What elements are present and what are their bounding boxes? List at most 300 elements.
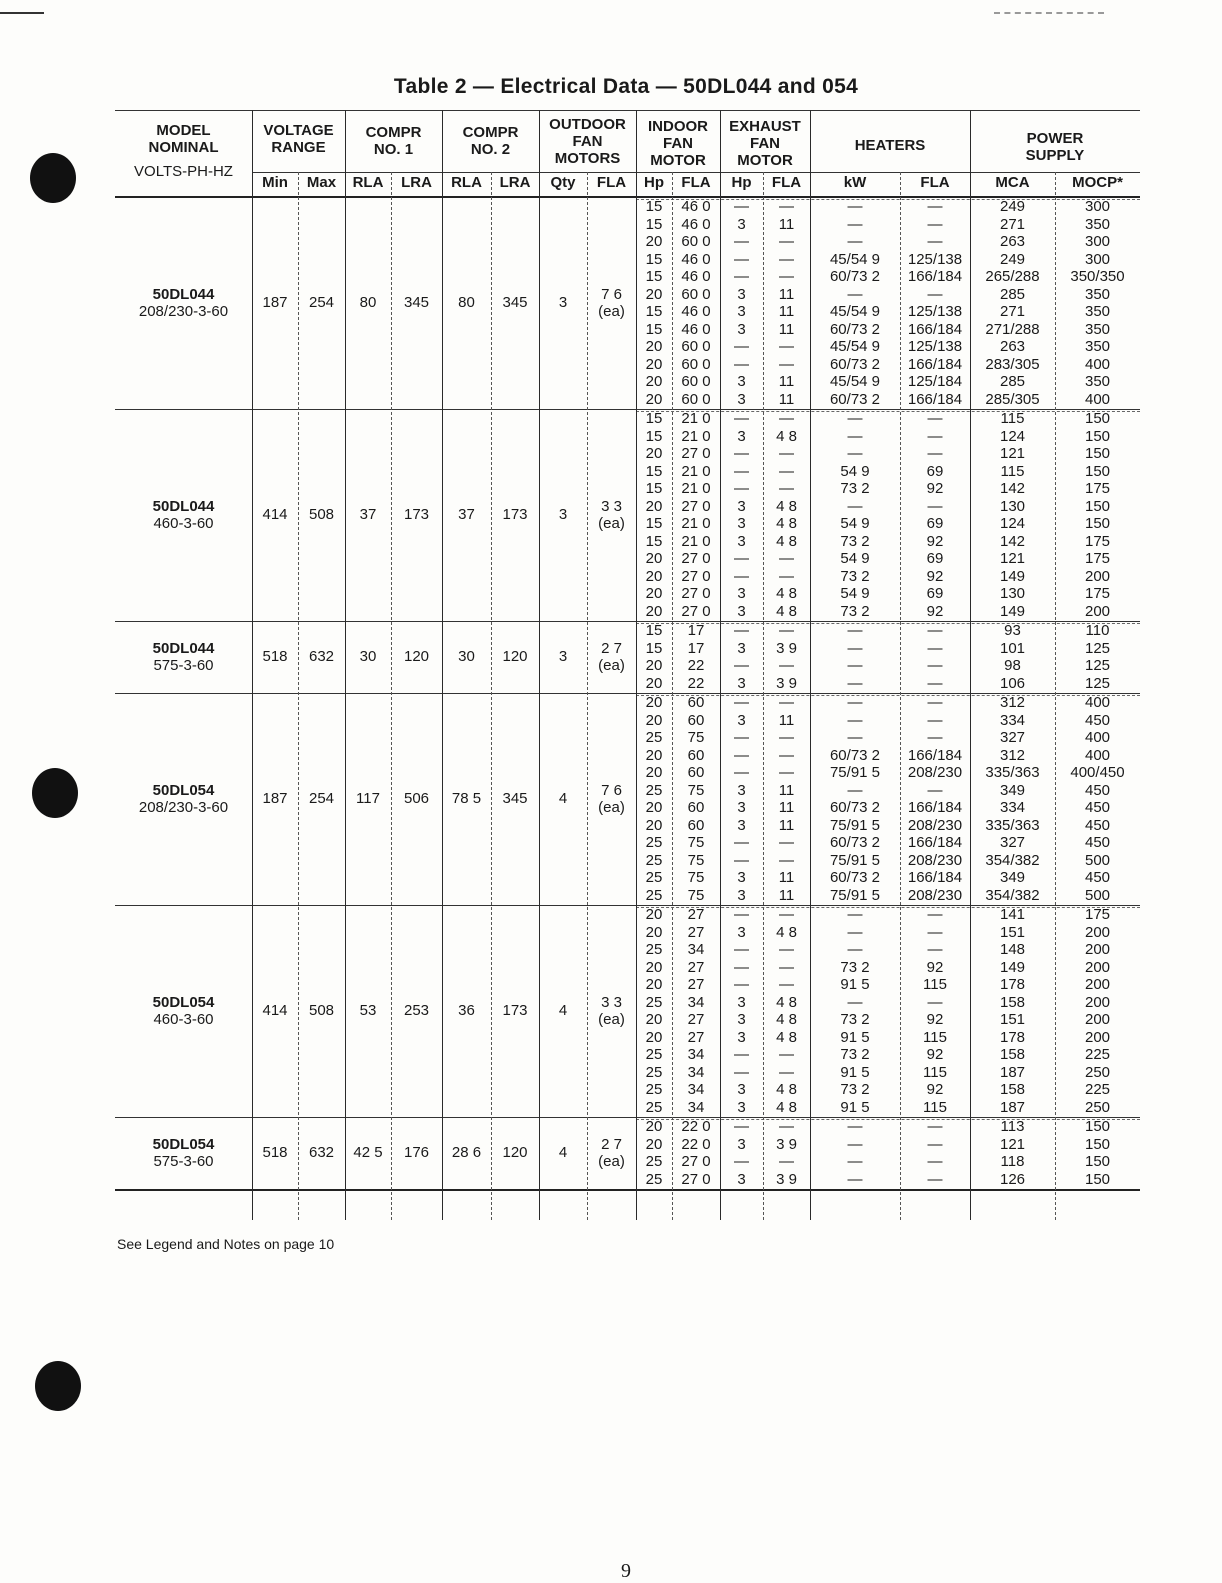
group-value-qty: 4: [558, 1002, 568, 1019]
table-cell: 20: [645, 373, 663, 390]
table-cell: 75/91 5: [829, 816, 881, 834]
table-cell: 73 2: [840, 480, 870, 497]
table-cell: 3: [737, 781, 746, 799]
table-row: [115, 251, 1140, 269]
table-cell: 350: [1084, 303, 1111, 320]
table-row: [115, 640, 1140, 658]
table-cell: 101: [999, 639, 1026, 657]
table-row: [115, 286, 1140, 304]
model-number: 50DL054: [152, 994, 215, 1011]
table-cell: 25: [645, 1170, 663, 1188]
table-cell: 25: [645, 1063, 663, 1081]
table-cell: 15: [645, 303, 663, 320]
group-value-c1rla: 37: [359, 506, 377, 523]
table-cell: 208/230: [907, 816, 963, 834]
table-cell: 25: [645, 1081, 663, 1098]
group-value-c1lra: 345: [403, 294, 430, 311]
table-cell: 335/363: [985, 764, 1040, 781]
punch-hole-bottom: [35, 1361, 81, 1411]
table-cell: 4 8: [776, 515, 797, 532]
table-cell: 151: [999, 923, 1026, 941]
table-cell: —: [779, 694, 794, 711]
group-value-c1lra: 120: [403, 648, 430, 665]
table-cell: —: [847, 993, 863, 1011]
table-cell: 15: [645, 410, 663, 427]
table-cell: 60 0: [681, 233, 711, 250]
table-cell: 166/184: [907, 746, 963, 764]
table-cell: —: [847, 906, 863, 923]
table-cell: 20: [645, 445, 663, 462]
table-cell: 15: [645, 622, 663, 639]
table-cell: 4 8: [776, 585, 797, 602]
table-cell: 22: [687, 657, 705, 674]
table-cell: —: [847, 657, 863, 674]
table-cell: 121: [999, 550, 1026, 567]
table-cell: 34: [687, 1046, 705, 1063]
table-cell: 3: [737, 869, 746, 886]
table-cell: 166/184: [907, 268, 963, 285]
table-cell: —: [927, 285, 943, 303]
table-cell: 27 0: [681, 550, 711, 567]
table-cell: 250: [1084, 1063, 1111, 1081]
table-cell: 400: [1084, 729, 1111, 746]
table-cell: 11: [778, 285, 795, 303]
table-row: [115, 1046, 1140, 1064]
table-cell: 15: [645, 462, 663, 480]
table-cell: 166/184: [907, 390, 963, 408]
table-row: [115, 515, 1140, 533]
compr-no1-header: COMPR NO. 1: [365, 124, 422, 158]
table-row: [115, 729, 1140, 747]
model-voltage: 208/230-3-60: [138, 799, 229, 816]
table-cell: 150: [1084, 462, 1111, 480]
table-cell: 3: [737, 285, 746, 303]
table-cell: 15: [645, 515, 663, 532]
group-value-vmax: 254: [308, 790, 335, 807]
table-cell: 125: [1084, 657, 1111, 674]
table-cell: 200: [1084, 993, 1111, 1011]
table-cell: 25: [645, 869, 663, 886]
table-cell: —: [847, 285, 863, 303]
table-cell: 21 0: [681, 427, 711, 445]
column-rule: [1055, 172, 1056, 1220]
table-cell: 22: [687, 674, 705, 692]
table-cell: —: [847, 941, 863, 958]
group-value-qty: 3: [558, 294, 568, 311]
table-cell: —: [734, 410, 749, 427]
table-cell: —: [847, 729, 863, 746]
table-top-rule: [115, 110, 1140, 111]
table-cell: 27 0: [681, 602, 711, 620]
table-cell: 60/73 2: [829, 320, 881, 338]
table-cell: 166/184: [907, 834, 963, 851]
table-cell: 3: [737, 993, 746, 1011]
table-cell: 27: [687, 976, 705, 993]
table-cell: 11: [778, 799, 795, 816]
table-cell: 349: [999, 869, 1026, 886]
group-value-vmin: 518: [262, 648, 288, 665]
outdoor-fan-fla: 7 6 (ea): [598, 286, 625, 320]
table-cell: 69: [926, 462, 944, 480]
table-cell: 500: [1084, 851, 1111, 869]
table-cell: —: [734, 851, 749, 869]
table-cell: 175: [1084, 532, 1111, 550]
table-cell: 34: [687, 1098, 705, 1116]
table-cell: —: [779, 355, 794, 373]
table-cell: 350: [1084, 320, 1111, 338]
table-row: [115, 338, 1140, 356]
table-cell: —: [847, 215, 863, 233]
table-row: [115, 550, 1140, 568]
group-top-rule: [636, 907, 1140, 908]
table-row: [115, 233, 1140, 251]
table-cell: 60: [687, 816, 705, 834]
group-value-c1lra: 176: [403, 1144, 430, 1161]
table-cell: 69: [926, 515, 944, 532]
table-cell: 75/91 5: [829, 851, 881, 869]
model-voltage: 460-3-60: [153, 515, 214, 532]
table-cell: 3: [737, 303, 746, 320]
table-cell: 150: [1084, 1135, 1111, 1153]
table-cell: —: [927, 1135, 943, 1153]
table-cell: —: [927, 729, 943, 746]
table-cell: 25: [645, 729, 663, 746]
table-cell: 73 2: [840, 1081, 870, 1098]
table-cell: 312: [999, 746, 1026, 764]
group-value-c2rla: 28 6: [451, 1144, 482, 1161]
table-row: [115, 1064, 1140, 1082]
table-cell: 25: [645, 886, 663, 904]
table-cell: 20: [645, 550, 663, 567]
table-cell: 166/184: [907, 869, 963, 886]
table-cell: —: [779, 550, 794, 567]
table-cell: 45/54 9: [829, 303, 881, 320]
table-cell: —: [927, 1118, 943, 1135]
table-cell: 4 8: [776, 1028, 797, 1046]
table-cell: 20: [645, 1118, 663, 1135]
table-row: [115, 198, 1140, 216]
table-row: [115, 1029, 1140, 1047]
table-cell: 25: [645, 1098, 663, 1116]
group-value-c2rla: 36: [458, 1002, 475, 1019]
table-cell: 11: [778, 215, 795, 233]
table-cell: —: [847, 233, 863, 250]
table-cell: —: [779, 906, 794, 923]
table-cell: 3 9: [776, 1135, 797, 1153]
table-cell: 225: [1084, 1081, 1111, 1098]
table-cell: 45/54 9: [829, 373, 881, 390]
table-cell: 60 0: [681, 373, 711, 390]
group-value-c1lra: 173: [403, 506, 430, 523]
outdoor-fan-fla: 3 3 (ea): [598, 994, 625, 1028]
group-value-c2lra: 120: [502, 648, 528, 665]
table-cell: 92: [926, 602, 944, 620]
table-cell: —: [927, 674, 943, 692]
table-cell: 130: [999, 585, 1026, 602]
subheader-cell: Qty: [550, 174, 576, 191]
table-cell: 60/73 2: [829, 869, 881, 886]
table-cell: 27: [687, 958, 705, 976]
table-cell: 300: [1084, 198, 1111, 215]
group-top-rule: [636, 411, 1140, 412]
table-cell: 500: [1084, 886, 1111, 904]
voltage-range-header: VOLTAGE RANGE: [263, 122, 334, 156]
table-cell: 208/230: [907, 886, 963, 904]
table-cell: —: [734, 1153, 749, 1170]
table-cell: 73 2: [840, 958, 870, 976]
table-cell: 20: [645, 976, 663, 993]
table-cell: —: [734, 550, 749, 567]
table-row: [115, 216, 1140, 234]
table-cell: —: [779, 657, 794, 674]
table-cell: 285: [999, 285, 1026, 303]
table-cell: 60 0: [681, 338, 711, 355]
table-cell: —: [734, 729, 749, 746]
table-cell: 20: [645, 906, 663, 923]
table-cell: 60/73 2: [829, 834, 881, 851]
table-cell: 349: [999, 781, 1026, 799]
table-cell: 60/73 2: [829, 799, 881, 816]
table-cell: —: [779, 1063, 794, 1081]
table-cell: 20: [645, 497, 663, 515]
table-cell: —: [847, 622, 863, 639]
table-cell: 3: [737, 602, 746, 620]
table-cell: 20: [645, 764, 663, 781]
table-cell: 20: [645, 233, 663, 250]
table-cell: 4 8: [776, 532, 797, 550]
scan-rule-mark: [0, 12, 44, 14]
table-cell: 69: [926, 585, 944, 602]
table-cell: 141: [999, 906, 1026, 923]
table-cell: 175: [1084, 480, 1111, 497]
table-cell: 354/382: [985, 886, 1040, 904]
table-cell: 312: [999, 694, 1026, 711]
table-cell: —: [847, 497, 863, 515]
table-cell: 263: [999, 233, 1026, 250]
table-row: [115, 1153, 1140, 1171]
table-cell: —: [847, 781, 863, 799]
table-cell: 27: [687, 1011, 705, 1028]
table-cell: 124: [999, 427, 1026, 445]
outdoor-fan-motors-header: OUTDOOR FAN MOTORS: [549, 116, 626, 167]
group-value-qty: 4: [558, 1144, 568, 1161]
table-cell: 34: [687, 941, 705, 958]
table-cell: —: [927, 410, 943, 427]
table-cell: —: [927, 445, 943, 462]
table-cell: 400/450: [1070, 764, 1125, 781]
group-value-c2lra: 345: [502, 790, 528, 807]
model-number: 50DL044: [152, 286, 215, 303]
table-cell: —: [734, 338, 749, 355]
table-cell: 151: [999, 1011, 1026, 1028]
table-cell: —: [734, 198, 749, 215]
table-cell: —: [779, 622, 794, 639]
table-cell: 200: [1084, 567, 1111, 585]
column-rule: [672, 172, 673, 1220]
table-cell: 150: [1084, 497, 1111, 515]
column-rule: [763, 172, 764, 1220]
table-cell: 3: [737, 515, 746, 532]
table-cell: 3: [737, 1098, 746, 1116]
table-cell: 60: [687, 711, 705, 729]
table-cell: 285/305: [985, 390, 1040, 408]
table-cell: 450: [1084, 711, 1111, 729]
table-cell: 400: [1084, 355, 1111, 373]
table-cell: 334: [999, 799, 1026, 816]
group-value-c1rla: 117: [356, 790, 380, 807]
table-cell: —: [779, 338, 794, 355]
table-cell: 20: [645, 694, 663, 711]
table-cell: —: [779, 233, 794, 250]
table-cell: 200: [1084, 923, 1111, 941]
table-row: [115, 356, 1140, 374]
table-cell: 400: [1084, 390, 1111, 408]
group-value-qty: 3: [558, 648, 568, 665]
table-cell: 265/288: [985, 268, 1040, 285]
table-cell: 75/91 5: [829, 886, 881, 904]
table-cell: 166/184: [907, 799, 963, 816]
table-cell: —: [734, 480, 749, 497]
table-cell: —: [779, 729, 794, 746]
column-rule: [442, 110, 443, 1220]
table-row: [115, 391, 1140, 409]
table-cell: —: [927, 941, 943, 958]
table-cell: —: [734, 834, 749, 851]
table-cell: 75: [687, 886, 705, 904]
table-cell: 121: [999, 445, 1026, 462]
table-cell: 75: [687, 834, 705, 851]
table-cell: —: [847, 1135, 863, 1153]
table-row: [115, 887, 1140, 905]
table-cell: 60: [687, 694, 705, 711]
table-cell: 46 0: [681, 198, 711, 215]
table-cell: 150: [1084, 445, 1111, 462]
group-value-vmax: 508: [308, 506, 335, 523]
table-cell: 11: [778, 816, 795, 834]
table-cell: 335/363: [985, 816, 1040, 834]
table-cell: 187: [999, 1098, 1026, 1116]
table-cell: 73 2: [840, 567, 870, 585]
table-cell: —: [847, 427, 863, 445]
table-cell: 11: [778, 869, 795, 886]
table-row: [115, 498, 1140, 516]
table-cell: 4 8: [776, 497, 797, 515]
electrical-data-table: [115, 110, 1140, 1220]
table-cell: 115: [923, 1098, 947, 1116]
table-cell: 27 0: [681, 585, 711, 602]
table-cell: 3: [737, 1011, 746, 1028]
table-cell: 20: [645, 657, 663, 674]
group-value-c1rla: 53: [359, 1002, 377, 1019]
table-row: [115, 712, 1140, 730]
table-cell: —: [927, 215, 943, 233]
subheader-cell: FLA: [771, 174, 802, 191]
table-cell: 130: [999, 497, 1026, 515]
table-cell: —: [927, 622, 943, 639]
table-cell: 125/138: [907, 250, 963, 268]
subheader-cell: LRA: [401, 174, 432, 191]
group-value-vmax: 632: [308, 648, 335, 665]
table-cell: —: [847, 639, 863, 657]
table-cell: 300: [1084, 250, 1111, 268]
table-cell: 350: [1084, 338, 1111, 355]
table-cell: —: [734, 233, 749, 250]
table-cell: 15: [645, 532, 663, 550]
table-cell: 350: [1084, 373, 1111, 390]
table-row: [115, 321, 1140, 339]
table-cell: —: [927, 694, 943, 711]
table-cell: 175: [1084, 550, 1111, 567]
table-cell: —: [734, 250, 749, 268]
table-cell: 91 5: [840, 1028, 870, 1046]
table-cell: 124: [999, 515, 1026, 532]
group-value-vmin: 187: [262, 294, 288, 311]
table-cell: 4 8: [776, 1098, 797, 1116]
table-cell: 46 0: [681, 303, 711, 320]
table-cell: 15: [645, 427, 663, 445]
table-cell: 450: [1084, 834, 1111, 851]
table-cell: 4 8: [776, 602, 797, 620]
table-row: [115, 747, 1140, 765]
column-rule: [491, 172, 492, 1220]
table-cell: 3: [737, 390, 746, 408]
table-cell: 15: [645, 215, 663, 233]
table-cell: 92: [926, 958, 944, 976]
table-cell: 271: [999, 303, 1026, 320]
table-cell: —: [927, 781, 943, 799]
table-cell: 166/184: [907, 355, 963, 373]
table-cell: 3: [737, 886, 746, 904]
table-cell: 158: [999, 1081, 1026, 1098]
group-value-vmax: 508: [308, 1002, 335, 1019]
table-row: [115, 869, 1140, 887]
table-cell: 21 0: [681, 462, 711, 480]
table-cell: 4 8: [776, 1011, 797, 1028]
table-cell: 25: [645, 941, 663, 958]
table-cell: 178: [999, 976, 1026, 993]
punch-hole-top: [30, 153, 76, 203]
table-cell: 148: [999, 941, 1026, 958]
table-row: [115, 799, 1140, 817]
table-cell: —: [779, 567, 794, 585]
table-row: [115, 1081, 1140, 1099]
table-cell: 3 9: [776, 1170, 797, 1188]
table-row: [115, 782, 1140, 800]
table-cell: 20: [645, 746, 663, 764]
subheader-cell: RLA: [352, 174, 384, 191]
group-value-c2lra: 173: [502, 506, 528, 523]
subheader-cell: MOCP*: [1072, 174, 1123, 191]
table-cell: 11: [778, 373, 795, 390]
table-cell: 27 0: [681, 1153, 711, 1170]
table-cell: 150: [1084, 1153, 1111, 1170]
table-cell: 60: [687, 764, 705, 781]
subheader-cell: Max: [306, 174, 337, 191]
model-voltage: 208/230-3-60: [138, 303, 229, 320]
table-cell: 21 0: [681, 515, 711, 532]
table-cell: 354/382: [985, 851, 1040, 869]
group-value-c1rla: 80: [359, 294, 377, 311]
group-value-vmax: 254: [308, 294, 335, 311]
table-cell: —: [847, 674, 863, 692]
table-cell: 200: [1084, 602, 1111, 620]
table-cell: 3: [737, 711, 746, 729]
table-cell: 3: [737, 427, 746, 445]
table-cell: —: [734, 622, 749, 639]
table-cell: —: [927, 639, 943, 657]
table-row: [115, 373, 1140, 391]
table-cell: —: [927, 198, 943, 215]
